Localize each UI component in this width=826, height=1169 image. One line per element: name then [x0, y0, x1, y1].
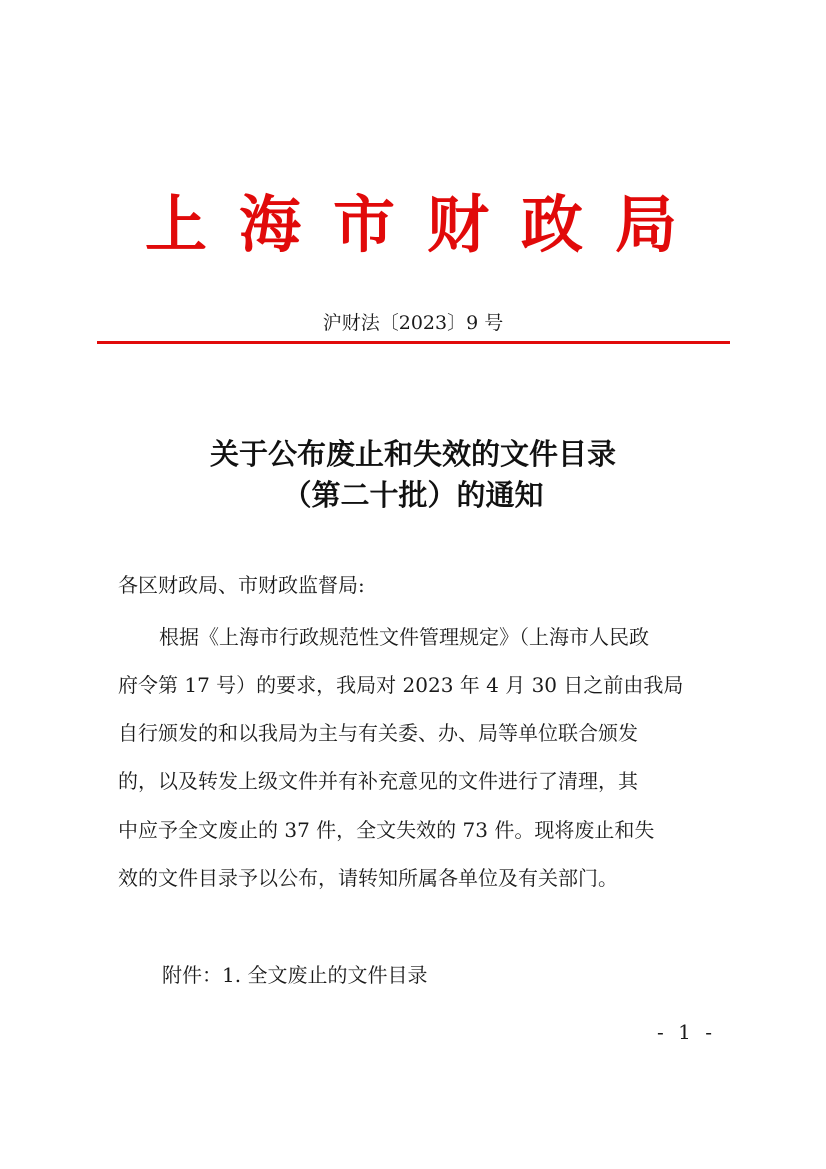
body-paragraph-line: 效的文件目录予以公布，请转知所属各单位及有关部门。: [118, 866, 618, 890]
notice-title-line-1: 关于公布废止和失效的文件目录: [209, 437, 616, 471]
body-paragraph-line: 根据《上海市行政规范性文件管理规定》（上海市人民政: [159, 625, 649, 649]
red-separator-line: [97, 341, 730, 344]
agency-header-title: 上海市财政局: [144, 188, 709, 261]
document-number: 沪财法〔2023〕9 号: [322, 312, 504, 334]
notice-title-line-2: （第二十批）的通知: [282, 478, 544, 512]
body-paragraph-line: 府令第 17 号）的要求，我局对 2023 年 4 月 30 日之前由我局: [118, 673, 684, 697]
body-paragraph-line: 自行颁发的和以我局为主与有关委、办、局等单位联合颁发: [118, 721, 638, 745]
body-paragraph-line: 中应予全文废止的 37 件，全文失效的 73 件。现将废止和失: [118, 818, 655, 842]
body-paragraph-line: 的，以及转发上级文件并有补充意见的文件进行了清理，其: [118, 769, 638, 793]
page-number: - 1 -: [657, 1020, 716, 1044]
attachment-line: 附件：1. 全文废止的文件目录: [162, 963, 428, 987]
salutation: 各区财政局、市财政监督局:: [118, 573, 365, 597]
